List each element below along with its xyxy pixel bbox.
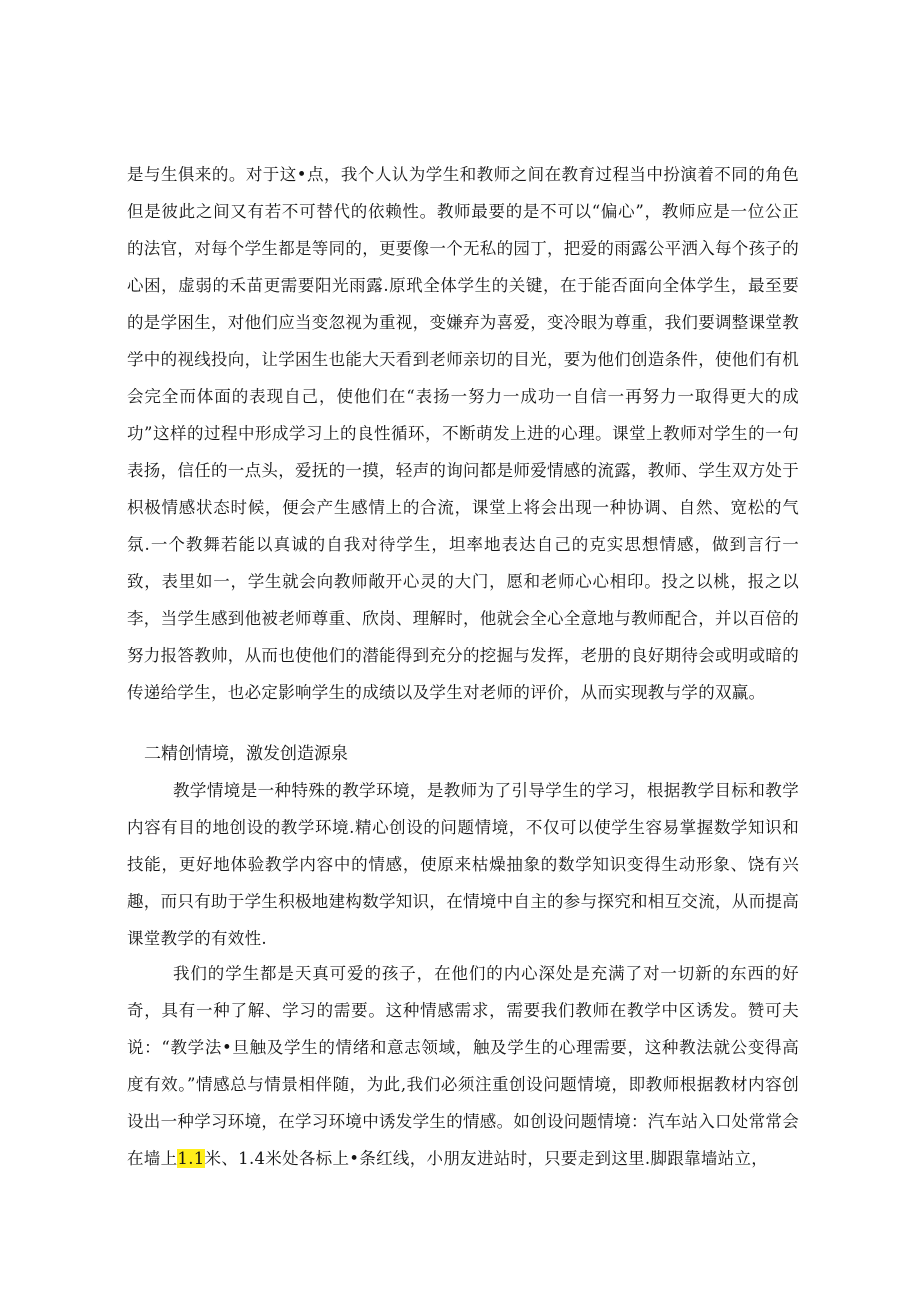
- body-paragraph-1: 是与生俱来的。对于这•点，我个人认为学生和教师之间在教育过程当中扮演着不同的角色但是彼此之间又有若不可替代的依赖性。教师最要的是不可以“偏心”，教师应是一位公正的法官，对每个学生都是等同的，更要像一个无私的园丁，把爱的雨露公平洒入每个孩子的心困，虚弱的禾苗更需要阳光雨露.原玳全体学生的关键，在于能否面向全体学生，最至要的是学困生，对他们应当变忽视为重视，变嫌弃为喜爱，变冷眼为尊重，我们要调整课堂教学中的视线投向，让学困生也能大天看到老师亲切的目光，要为他们创造条件，使他们有机会完全而体面的表现自己，使他们在“表扬一努力一成功一自信一再努力一取得更大的成功”这样的过程中形成学习上的良性循环，不断萌发上进的心理。课堂上教师对学生的一句表扬，信任的一点头，爱抚的一摸，轻声的询问都是师爱情感的流露，教师、学生双方处于枳极情感状态时候，便会产生感情上的合流，课堂上将会出现一种协调、自然、宽松的气氛.一个教舞若能以真诚的自我对待学生，坦率地表达自己的克实思想情感，做到言行一致，表里如一，学生就会向教师敞开心灵的大门，愿和老师心心相印。投之以桃，报之以李，当学生感到他被老师尊重、欣岗、理解时，他就会全心全意地与教师配合，并以百倍的努力报答教帅，从而也使他们的潜能得到充分的挖掘与发挥，老册的良好期待会或明或暗的传递给学生，也必定影响学生的成绩以及学生对老师的评价，从而实现教与学的双赢。: [127, 165, 799, 702]
- paragraph-3-text-start: 我们的学生都是天真可爱的孩子，在他们的内心深处是充满了对一切新的东西的好奇，具有一种了解、学习的需要。这种情感需求，需要我们教师在教学中区诱发。赞可夫说：“教学法•旦触及学生的情绪和意志领域，触及学生的心理需要，这种教法就公变得高度有效。”情感总与情景相伴随，为此,我们必须注重创设问题情境，即教师根据教材内容创设出一种学习环境，在学习环境中诱发学生的情感。如创设问题情境：汽车站入口处常常会在墙上: [127, 964, 799, 1168]
- body-paragraph-3: [127, 955, 799, 1177]
- paragraph-3-text-end: 米、1.4米处各标上•条红线，小朋友进站时，只要走到这里.脚跟靠墙站立，: [204, 1149, 769, 1168]
- highlighted-number: 1.1: [177, 1149, 205, 1168]
- body-paragraph-2: 教学情境是一种特殊的教学环境，是教师为了引导学生的学习，根据教学目标和教学内容有目的地创设的教学环境.精心创设的问题情境，不仅可以使学生容易掌握数学知识和技能，更好地体验教学内容中的情感，使原来枯燥抽象的数学知识变得生动形象、饶有兴趣，而只有助于学生积极地建构数学知识，在情境中自主的参与探究和相互交流，从而提高课堂教学的有效性.: [127, 781, 799, 948]
- section-heading: 二精创情境，激发创造源泉: [144, 744, 348, 764]
